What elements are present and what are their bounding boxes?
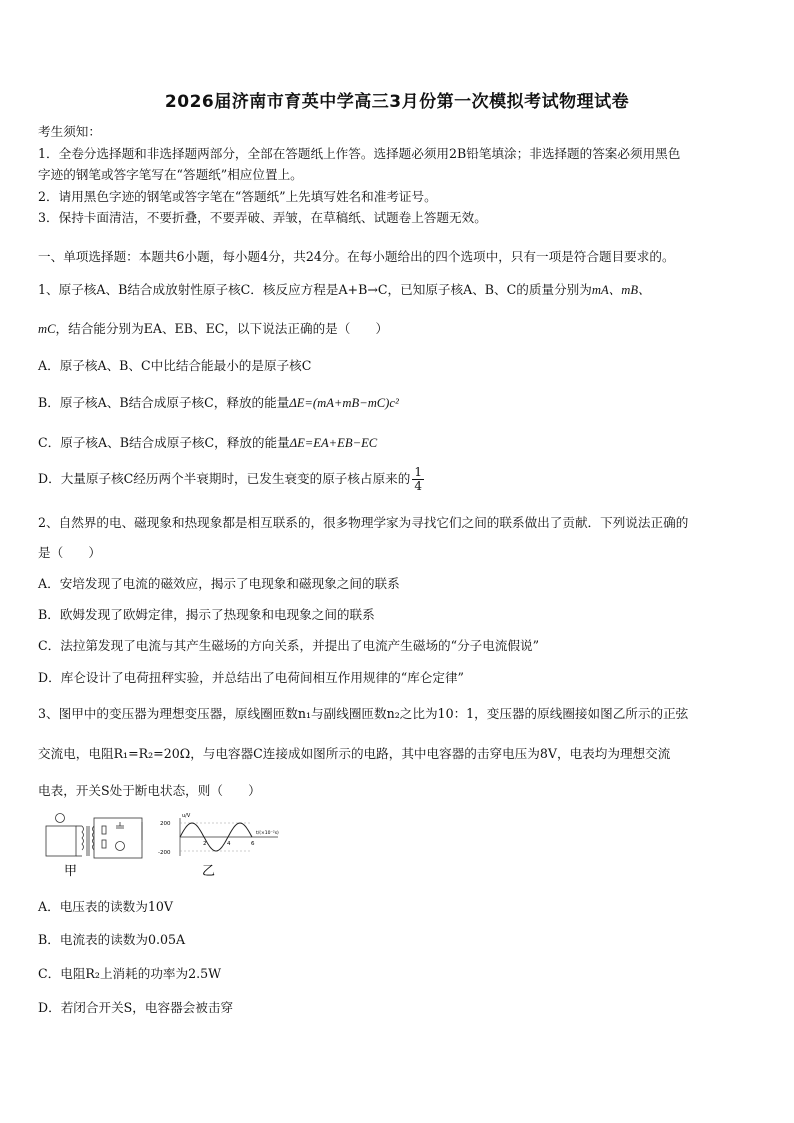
q1-mass-c: mC — [38, 322, 56, 336]
q2-stem-2: 是（ ） — [38, 545, 101, 560]
q2-option-c: C．法拉第发现了电流与其产生磁场的方向关系，并提出了电流产生磁场的“分子电流假说” — [38, 638, 540, 653]
notice-item: 1．全卷分选择题和非选择题两部分，全部在答题纸上作答。选择题必须用2B铅笔填涂；非选择题的答案必须用黑色 — [38, 146, 681, 161]
q3-option-c: C．电阻R₂上消耗的功率为2.5W — [38, 966, 222, 981]
q2-option-a: A．安培发现了电流的磁效应，揭示了电现象和磁现象之间的联系 — [38, 576, 400, 591]
page-title: 2026届济南市育英中学高三3月份第一次模拟考试物理试卷 — [164, 92, 630, 112]
q1-stem — [38, 279, 651, 298]
q1-option-b — [38, 392, 399, 411]
q1-option-b-formula: ΔE=(mA+mB−mC)c² — [289, 396, 399, 410]
figure-jia-label: 甲 — [64, 864, 78, 879]
q3-option-a: A．电压表的读数为10V — [38, 899, 173, 914]
q2-stem: 2、自然界的电、磁现象和热现象都是相互联系的，很多物理学家为寻找它们之间的联系做出了贡献．下列说法正确的 — [38, 515, 689, 530]
primary-coil-icon — [82, 826, 84, 850]
q3-stem: 3、图甲中的变压器为理想变压器，原线圈匝数n₁与副线圈匝数n₂之比为10：1，变压器的原线圈接如图乙所示的正弦 — [38, 706, 689, 721]
figure-yi-label: 乙 — [202, 864, 216, 879]
circuit-diagram — [46, 814, 142, 859]
q3-option-d: D．若闭合开关S，电容器会被击穿 — [38, 1000, 234, 1015]
q2-option-b: B．欧姆发现了欧姆定律，揭示了热现象和电现象之间的联系 — [38, 607, 375, 622]
q1-option-d-text: D．大量原子核C经历两个半衰期时，已发生衰变的原子核占原来的 — [38, 471, 411, 486]
x-axis-label: t/(×10⁻²s) — [256, 831, 279, 836]
q1-stem-2 — [38, 318, 388, 337]
q1-stem-text-2: ，结合能分别为EA、EB、EC，以下说法正确的是（ ） — [55, 321, 389, 336]
voltage-graph — [158, 813, 279, 856]
y-tick-top: 200 — [160, 821, 171, 827]
fraction-denominator: 4 — [414, 479, 422, 493]
q1-option-b-text: B．原子核A、B结合成原子核C，释放的能量 — [38, 395, 290, 410]
q3-stem-3: 电表，开关S处于断电状态，则（ ） — [38, 783, 261, 798]
section-heading: 一、单项选择题：本题共6小题，每小题4分，共24分。在每小题给出的四个选项中，只有一项是符合题目要求的。 — [38, 249, 675, 264]
x-tick: 4 — [227, 841, 231, 847]
notice-heading: 考生须知： — [38, 124, 101, 139]
resistor-r1-icon — [102, 826, 106, 834]
q1-option-d — [38, 466, 424, 493]
q3-stem-2: 交流电，电阻R₁=R₂=20Ω，与电容器C连接成如图所示的电路，其中电容器的击穿电压为8V，电表均为理想交流 — [38, 746, 671, 761]
fraction-numerator: 1 — [414, 465, 422, 479]
notice-item: 字迹的钢笔或答字笔写在“答题纸”相应位置上。 — [38, 167, 303, 182]
q3-figure — [42, 812, 302, 880]
q1-mass-symbols: mA、mB、 — [591, 283, 651, 297]
resistor-r2-icon — [102, 840, 106, 848]
q1-option-c-formula: ΔE=EA+EB−EC — [289, 436, 378, 450]
q3-option-b: B．电流表的读数为0.05A — [38, 932, 186, 947]
x-tick: 2 — [203, 841, 207, 847]
notice-item: 3．保持卡面清洁，不要折叠，不要弄破、弄皱，在草稿纸、试题卷上答题无效。 — [38, 210, 487, 225]
q1-option-c — [38, 432, 377, 451]
y-tick-bottom: -200 — [158, 850, 171, 856]
fraction — [412, 466, 424, 493]
q1-option-c-text: C．原子核A、B结合成原子核C，释放的能量 — [38, 435, 290, 450]
q1-option-a: A．原子核A、B、C中比结合能最小的是原子核C — [38, 358, 312, 373]
x-tick: 6 — [251, 841, 255, 847]
ammeter-icon — [56, 814, 65, 823]
voltmeter-icon — [116, 842, 125, 851]
y-axis-unit: u/V — [182, 813, 191, 819]
notice-item: 2．请用黑色字迹的钢笔或答字笔在“答题纸”上先填写姓名和准考证号。 — [38, 189, 437, 204]
q2-option-d: D．库仑设计了电荷扭秤实验，并总结出了电荷间相互作用规律的“库仑定律” — [38, 670, 464, 685]
q1-stem-text: 1、原子核A、B结合成放射性原子核C．核反应方程是A+B→C，已知原子核A、B、C的质量分别为 — [38, 282, 592, 297]
